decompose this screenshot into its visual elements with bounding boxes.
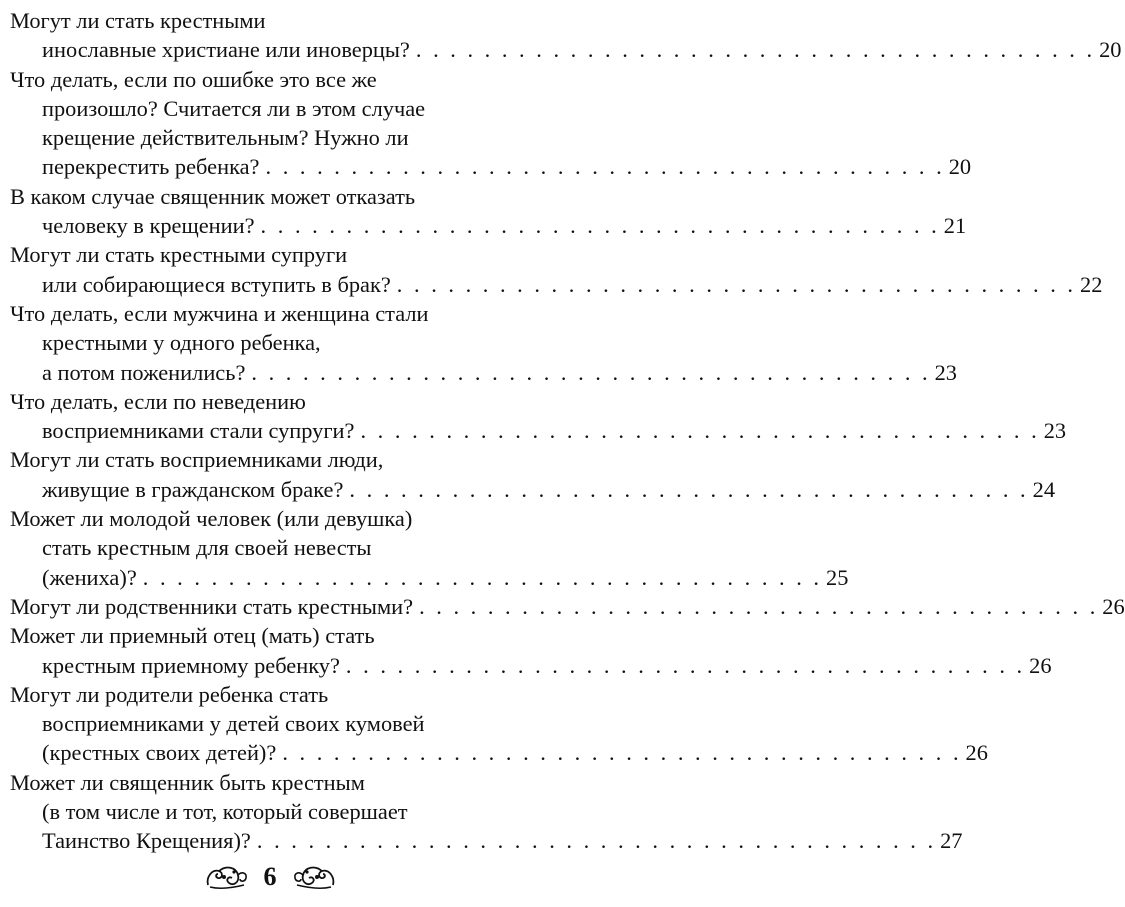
toc-page-number: 20	[1099, 37, 1122, 63]
dot-leader: . . . . . . . . . . . . . . . . . . . . . . . . . . . . . . . . . . . . . . . .	[349, 476, 1029, 502]
toc-entry	[10, 680, 988, 768]
toc-page-number: 22	[1080, 271, 1103, 297]
toc-entry-last-line	[10, 152, 972, 181]
toc-entry-last-line	[10, 826, 963, 855]
dot-leader: . . . . . . . . . . . . . . . . . . . . . . . . . . . . . . . . . . . . . . . .	[415, 37, 1096, 63]
toc-page-number: 27	[940, 828, 963, 854]
toc-entry-line: крещение действительным? Нужно ли	[42, 125, 409, 151]
toc-page-number: 26	[1102, 593, 1125, 619]
toc-entry	[10, 182, 967, 241]
toc-entry-text: а потом поженились?	[42, 359, 246, 385]
toc-entry-line: Может ли приемный отец (мать) стать	[10, 623, 375, 649]
dot-leader: . . . . . . . . . . . . . . . . . . . . . . . . . . . . . . . . . . . . . . . .	[396, 271, 1077, 297]
toc-entry-line: крестными у одного ребенка,	[42, 330, 321, 356]
toc-entry-text: (жениха)?	[42, 564, 137, 590]
toc-entry-text: Могут ли родственники стать крестными?	[10, 593, 414, 619]
page-number: 6	[263, 862, 277, 891]
toc-entry-text: (крестных своих детей)?	[42, 740, 277, 766]
toc-entry	[10, 504, 849, 592]
toc-page-number: 26	[1029, 652, 1052, 678]
toc-entry-text: инославные христиане или иноверцы?	[42, 37, 410, 63]
toc-entry-line: Может ли священник быть крестным	[10, 769, 365, 795]
toc-entry	[10, 65, 972, 182]
page-footer	[0, 862, 540, 892]
toc-entry-last-line	[10, 358, 957, 387]
toc-page-number: 23	[1043, 418, 1067, 444]
toc-entry-text: человеку в крещении?	[42, 213, 255, 239]
left-ornament-icon	[204, 863, 250, 891]
dot-leader: . . . . . . . . . . . . . . . . . . . . . . . . . . . . . . . . . . . . . . . .	[256, 828, 937, 854]
toc-entry-last-line	[10, 592, 1125, 621]
toc-entry-last-line	[10, 211, 967, 240]
toc-entry-last-line	[10, 270, 1103, 299]
toc-entry-line: Могут ли родители ребенка стать	[10, 681, 329, 707]
toc-entry	[10, 592, 1125, 621]
toc-entry-last-line	[10, 563, 849, 592]
toc-entry-text: перекрестить ребенка?	[42, 154, 260, 180]
toc-page-number: 24	[1032, 476, 1056, 502]
toc-entry	[10, 768, 963, 856]
toc-page-number: 26	[965, 740, 988, 766]
toc-entry	[10, 445, 1056, 504]
toc-entry-last-line	[10, 416, 1067, 445]
toc-entry-line: Могут ли стать крестными	[10, 8, 266, 33]
toc-entry	[10, 387, 1067, 446]
toc-entry-text: восприемниками стали супруги?	[42, 418, 355, 444]
toc-entry-last-line	[10, 475, 1056, 504]
toc-entry-text: или собирающиеся вступить в брак?	[42, 271, 391, 297]
toc-entry-last-line	[10, 738, 988, 767]
toc-entry-line: (в том числе и тот, который совершает	[42, 799, 408, 825]
toc-entry-line: Могут ли стать восприемниками люди,	[10, 447, 384, 473]
right-ornament-icon	[291, 863, 337, 891]
toc-entry-line: Что делать, если по неведению	[10, 388, 306, 414]
dot-leader: . . . . . . . . . . . . . . . . . . . . . . . . . . . . . . . . . . . . . . . .	[260, 213, 940, 239]
toc-entry-line: Что делать, если мужчина и женщина стали	[10, 300, 429, 326]
toc-entry-line: В каком случае священник может отказать	[10, 183, 416, 209]
toc-entry-text: крестным приемному ребенку?	[42, 652, 340, 678]
toc-entry	[10, 6, 1122, 65]
toc-entry-last-line	[10, 35, 1122, 64]
toc-entry-last-line	[10, 651, 1052, 680]
dot-leader: . . . . . . . . . . . . . . . . . . . . . . . . . . . . . . . . . . . . . . . .	[265, 154, 945, 180]
toc-page-number: 23	[934, 359, 957, 385]
toc-entry	[10, 299, 957, 387]
table-of-contents	[10, 6, 1125, 856]
dot-leader: . . . . . . . . . . . . . . . . . . . . . . . . . . . . . . . . . . . . . . . .	[282, 740, 962, 766]
dot-leader: . . . . . . . . . . . . . . . . . . . . . . . . . . . . . . . . . . . . . . . .	[345, 652, 1026, 678]
toc-entry-line: произошло? Считается ли в этом случае	[42, 95, 426, 121]
toc-entry-line: стать крестным для своей невесты	[42, 535, 372, 561]
dot-leader: . . . . . . . . . . . . . . . . . . . . . . . . . . . . . . . . . . . . . . . .	[251, 359, 931, 385]
toc-entry-line: Что делать, если по ошибке это все же	[10, 66, 377, 92]
toc-page-number: 20	[948, 154, 972, 180]
dot-leader: . . . . . . . . . . . . . . . . . . . . . . . . . . . . . . . . . . . . . . . .	[360, 418, 1040, 444]
toc-entry-text: Таинство Крещения)?	[42, 828, 251, 854]
toc-entry-line: восприемниками у детей своих кумовей	[42, 711, 425, 737]
dot-leader: . . . . . . . . . . . . . . . . . . . . . . . . . . . . . . . . . . . . . . . .	[419, 593, 1099, 619]
toc-entry-text: живущие в гражданском браке?	[42, 476, 344, 502]
dot-leader: . . . . . . . . . . . . . . . . . . . . . . . . . . . . . . . . . . . . . . . .	[142, 564, 822, 590]
toc-page-number: 25	[826, 564, 849, 590]
toc-entry-line: Могут ли стать крестными супруги	[10, 242, 348, 268]
toc-entry	[10, 240, 1103, 299]
toc-entry	[10, 621, 1052, 680]
toc-page-number: 21	[943, 213, 967, 239]
toc-entry-line: Может ли молодой человек (или девушка)	[10, 506, 413, 532]
